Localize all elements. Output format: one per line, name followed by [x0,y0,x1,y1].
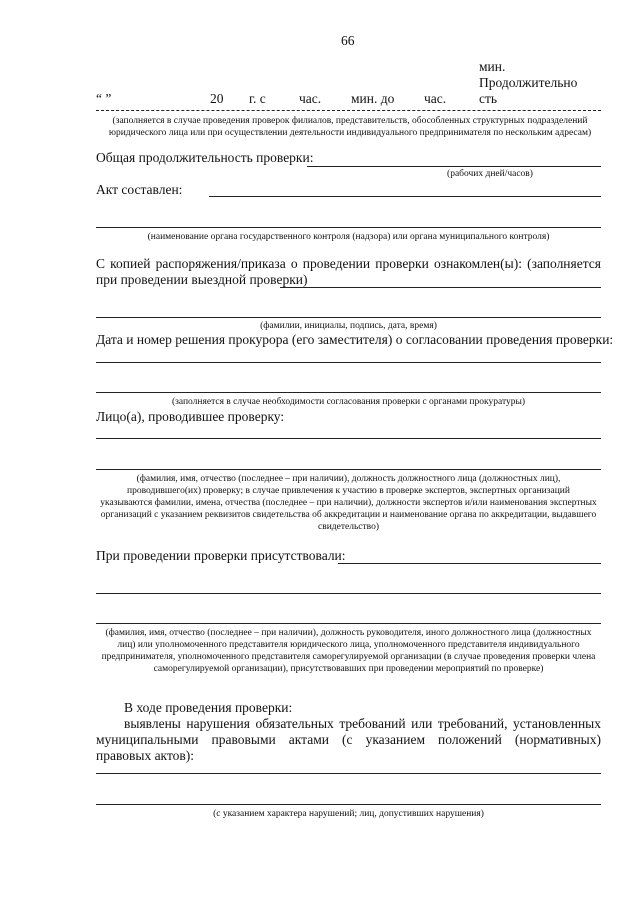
act-compiled-field-2[interactable] [96,227,601,228]
familiarized-field[interactable] [280,287,601,288]
inspectors-field-2[interactable] [96,469,601,470]
during-inspection: В ходе проведения проверки: [124,700,293,715]
note-work-days: (рабочих дней/часов) [447,169,533,179]
familiarized-field-2[interactable] [96,317,601,318]
date-quotes: “ ” [96,91,112,106]
violations-field[interactable] [96,773,601,774]
note-prosecutor: (заполняется в случае необходимости согласования проверки с органами прокуратуры) [171,397,526,407]
inspectors-label: Лицо(а), проводившее проверку: [96,409,285,424]
violations-text: выявлены нарушения обязательных требований или требований, установленных муниципальными правовыми актами (с указанием положений (нормативных) правовых актов): [96,716,601,763]
page-number: 66 [341,33,355,48]
present-field-3[interactable] [96,623,601,624]
note-signature: (фамилии, инициалы, подпись, дата, время) [260,321,437,331]
date-minutes: мин. [479,59,506,74]
date-hours-1: час. [299,91,322,106]
act-compiled-field[interactable] [209,196,601,197]
prosecutor-label: Дата и номер решения прокурора (его заместителя) о согласовании проведения проверки: [96,332,614,347]
prosecutor-field[interactable] [96,362,601,363]
date-hours-2: час. [424,91,447,106]
date-year-suffix: г. с [249,91,266,106]
duration-label-1: Продолжительно [479,75,578,90]
present-field[interactable] [338,563,601,564]
duration-label-2: сть [479,91,498,106]
inspectors-field[interactable] [96,438,601,439]
note-present: (фамилия, имя, отчество (последнее – при наличии), должность руководителя, иного должностного лица (должностных лиц) или уполномоченного представителя юридического лица, уполномоченного представителя индивидуального предпринимателя, уполномоченного представителя саморегулируемой организации (в случае проведения проверки члена саморегулируемой организации), присутствовавших при проведении мероприятий по проверке) [101,628,596,674]
note-branches: (заполняется в случае проведения проверок филиалов, представительств, обособленных структурных подразделений юридического лица или при осуществлении деятельности индивидуального предпринимателя по нескольким адресам) [108,116,592,138]
date-year: 20 [210,91,224,106]
date-row-underline [96,110,601,111]
violations-field-2[interactable] [96,804,601,805]
total-duration-label: Общая продолжительность проверки: [96,150,314,165]
total-duration-field[interactable] [307,166,601,167]
note-authority: (наименование органа государственного контроля (надзора) или органа муниципального контроля) [147,232,550,242]
act-compiled-label: Акт составлен: [96,182,183,197]
prosecutor-field-2[interactable] [96,392,601,393]
present-field-2[interactable] [96,593,601,594]
note-violations: (с указанием характера нарушений; лиц, допустивших нарушения) [213,809,484,819]
note-inspectors: (фамилия, имя, отчество (последнее – при наличии), должность должностного лица (должностных лиц), проводившего(их) проверку; в случае привлечения к участию в проверке экспертов, экспертных организаций указываются фамилии, имена, отчества (последнее – при наличии), должности экспертов и/или наименования экспертных организаций с указанием реквизитов свидетельства об аккредитации и наименование органа по аккредитации, выдавшего свидетельство) [100,474,597,532]
present-label: При проведении проверки присутствовали: [96,548,346,563]
date-minutes-to: мин. до [351,91,395,106]
familiarized-text: С копией распоряжения/приказа о проведении проверки ознакомлен(ы): (заполняется при проведении выездной проверки) [96,256,601,287]
